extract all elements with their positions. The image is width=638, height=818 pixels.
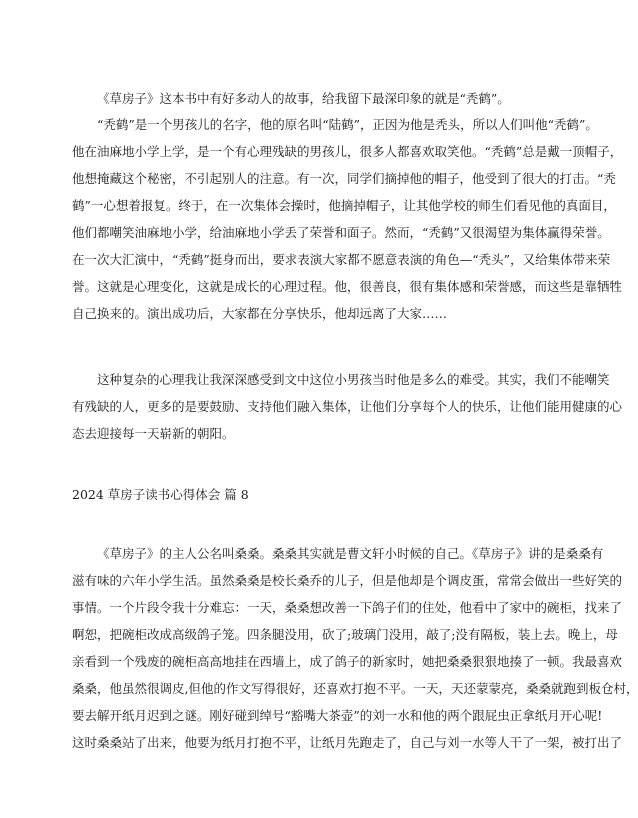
text-line: 自己换来的。演出成功后，大家都在分享快乐，他却远离了大家…… <box>72 306 448 321</box>
text-line: 誉。这就是心理变化，这就是成长的心理过程。他，很善良，很有集体感和荣誉感，而这些是靠牺牲 <box>72 279 623 294</box>
text-line: 《草房子》这本书中有好多动人的故事，给我留下最深印象的就是“秃鹤”。 <box>97 91 510 106</box>
text-line: 态去迎接每一天崭新的朝阳。 <box>72 426 235 441</box>
text-line: 事情。一个片段令我十分难忘：一天，桑桑想改善一下鸽子们的住处，他看中了家中的碗柜，找来了 <box>72 600 623 615</box>
text-line: 他在油麻地小学上学，是一个有心理残缺的男孩儿，很多人都喜欢取笑他。“秃鹤”总是戴一顶帽子， <box>72 144 623 159</box>
text-line: 啊恕，把碗柜改成高级鸽子笼。四条腿没用，砍了;玻璃门没用，敲了;没有隔板，装上去。晚上，母 <box>72 627 618 642</box>
text-line: 要去解开纸月迟到之谜。刚好碰到绰号“豁嘴大茶壶”的刘一水和他的两个跟屁虫正拿纸月开心呢! <box>72 708 603 723</box>
paragraph-bald-crane <box>72 111 623 327</box>
text-line: “秃鹤”是一个男孩儿的名字，他的原名叫“陆鹤”，正因为他是秃头，所以人们叫他“秃鹤”。 <box>97 117 598 132</box>
text-line: 鹤”一心想着报复。终于，在一次集体会操时，他摘掉帽子，让其他学校的师生们看见他的真面目， <box>72 198 616 213</box>
paragraph-intro <box>72 85 510 112</box>
text-line: 亲看到一个残废的碗柜高高地挂在西墙上，成了鸽子的新家时，她把桑桑狠狠地揍了一顿。我最喜欢 <box>72 654 623 669</box>
text-line: 滋有味的六年小学生活。虽然桑桑是校长桑乔的儿子，但是他却是个调皮蛋，常常会做出一些好笑的 <box>72 573 623 588</box>
text-line: 他们都嘲笑油麻地小学，给油麻地小学丢了荣誉和面子。然而，“秃鹤”又很渴望为集体赢得荣誉。 <box>72 225 610 240</box>
text-line: 《草房子》的主人公名叫桑桑。桑桑其实就是曹文轩小时候的自己。《草房子》讲的是桑桑有 <box>97 546 604 561</box>
section-heading: 2024 草房子读书心得体会 篇 8 <box>72 487 249 502</box>
text-line: 这时桑桑站了出来，他要为纸月打抱不平，让纸月先跑走了，自己与刘一水等人干了一架，被打出了 <box>72 735 623 750</box>
text-line: 有残缺的人，更多的是要鼓励、支持他们融入集体，让他们分享每个人的快乐，让他们能用健康的心 <box>72 399 623 414</box>
text-line: 在一次大汇演中，“秃鹤”挺身而出，要求表演大家都不愿意表演的角色—“秃头”，又给集体带来荣 <box>72 252 611 267</box>
text-line: 他想掩藏这个秘密，不引起别人的注意。有一次，同学们摘掉他的帽子，他受到了很大的打击。“秃 <box>72 171 616 186</box>
paragraph-sangsang <box>72 540 638 756</box>
text-line: 这种复杂的心理我让我深深感受到文中这位小男孩当时他是多么的难受。其实，我们不能嘲笑 <box>97 372 610 387</box>
paragraph-reflection <box>72 366 623 447</box>
text-line: 桑桑，他虽然很调皮,但他的作文写得很好，还喜欢打抱不平。一天，天还蒙蒙亮，桑桑就跑到板仓村， <box>72 681 638 696</box>
